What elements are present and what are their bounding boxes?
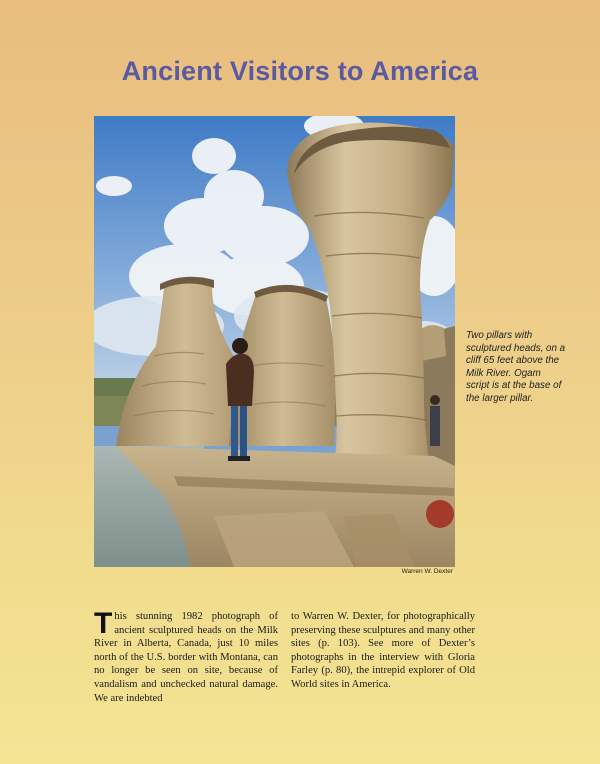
body-column-1 xyxy=(94,607,278,705)
body-column-2 xyxy=(291,610,475,692)
body-text-2: to Warren W. Dexter, for photographically preserving these sculptures and many other sites (p. 103). See more of Dexter’s photographs in the interview with Gloria Farley (p. 80), the intrepid explorer of Old World sites in America. xyxy=(291,611,475,690)
body-text-1: his stunning 1982 photograph of ancient sculptured heads on the Milk River in Alberta, Canada, just 10 miles north of the U.S. border with Montana, can no longer be seen on site, because of vandalism and unchecked natural damage. We are indebted xyxy=(94,611,278,704)
hoodoo-photo xyxy=(94,116,455,567)
photo-credit: Warren W. Dexter xyxy=(401,568,453,575)
drop-cap: T xyxy=(94,607,113,640)
photo-caption: Two pillars with sculptured heads, on a cliff 65 feet above the Milk River. Ogam script is at the base of the larger pillar. xyxy=(466,330,566,404)
page-title: Ancient Visitors to America xyxy=(121,56,479,86)
